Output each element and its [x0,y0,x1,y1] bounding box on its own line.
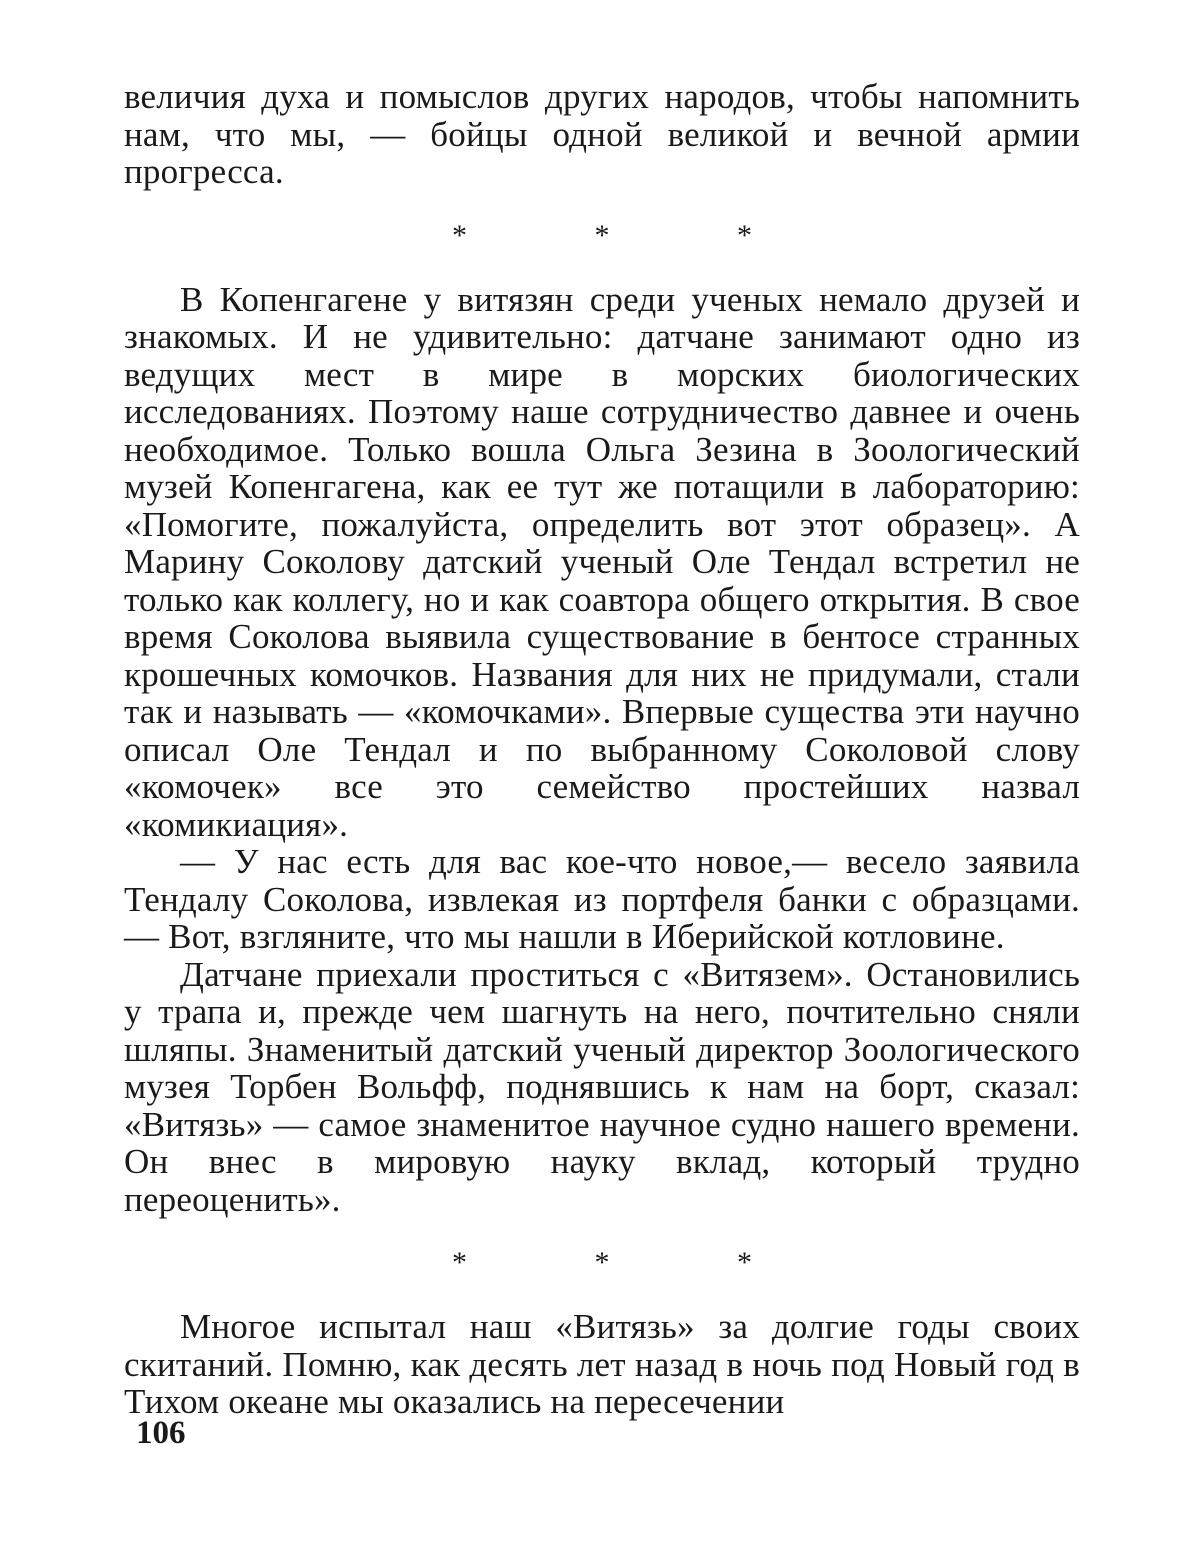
page-number: 106 [136,1415,186,1452]
paragraph-5: Многое испытал наш «Витязь» за долгие годы своих скитаний. Помню, как десять лет назад в ночь под Новый год в Тихом океане мы оказались на пересечении [124,1308,1080,1421]
paragraph-2: В Копенгагене у витязян среди ученых немало друзей и знакомых. И не удивительно: датчане занимают одно из ведущих мест в мире в морских биологических исследованиях. Поэтому наше сотрудничество давнее и очень необходимое. Только вошла Ольга Зезина в Зоологический музей Копенгагена, как ее тут же потащили в лабораторию: «Помогите, пожалуйста, определить вот этот образец». А Марину Соколову датский ученый Оле Тендал встретил не только как коллегу, но и как соавтора общего открытия. В свое время Соколова выявила существование в бентосе странных крошечных комочков. Названия для них не придумали, стали так и называть — «комочками». Впервые существа эти научно описал Оле Тендал и по выбранному Соколовой слову «комочек» все это семейство простейших назвал «комикиация». [124,281,1080,844]
paragraph-1: величия духа и помыслов других народов, чтобы напомнить нам, что мы, — бойцы одной великой и вечной армии прогресса. [124,78,1080,191]
section-separator-2: * * * [124,1218,1080,1308]
section-separator-1: * * * [124,191,1080,281]
page-body [124,78,1080,1421]
paragraph-4: Датчане приехали проститься с «Витязем». Остановились у трапа и, прежде чем шагнуть на него, почтительно сняли шляпы. Знаменитый датский ученый директор Зоологического музея Торбен Вольфф, поднявшись к нам на борт, сказал: «Витязь» — самое знаменитое научное судно нашего времени. Он внес в мировую науку вклад, который трудно переоценить». [124,956,1080,1219]
paragraph-3: — У нас есть для вас кое-что новое,— весело заявила Тендалу Соколова, извлекая из портфеля банки с образцами. — Вот, взгляните, что мы нашли в Иберийской котловине. [124,843,1080,956]
